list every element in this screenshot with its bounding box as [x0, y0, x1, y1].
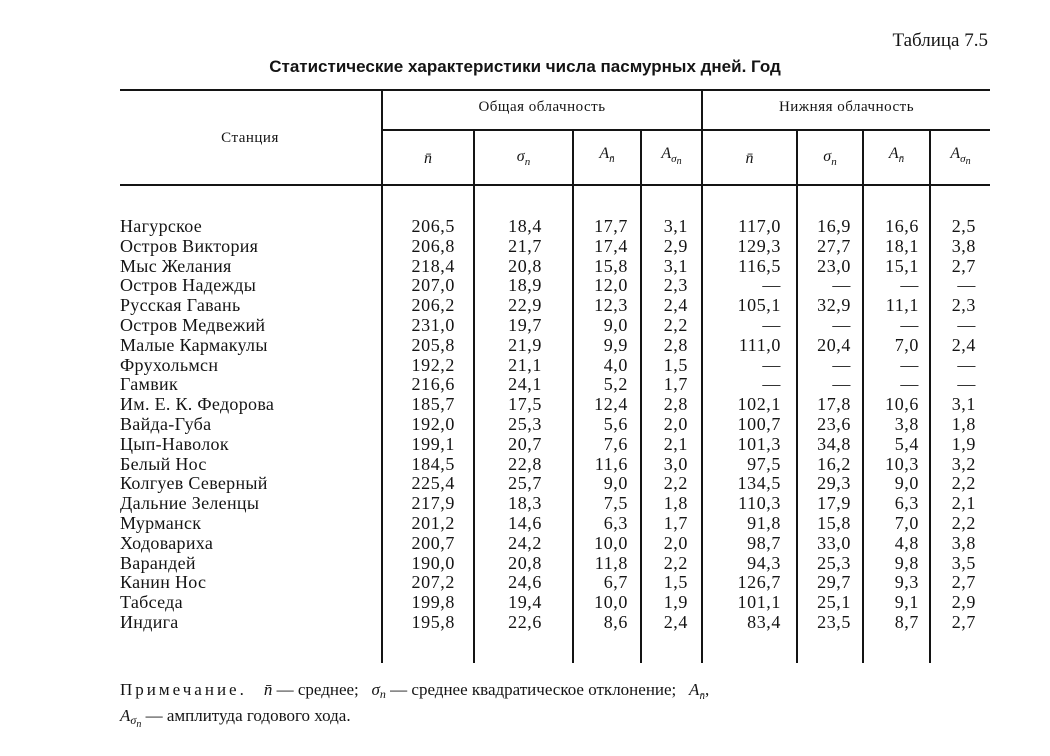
table-cell: 216,6 — [411, 374, 455, 395]
table-cell: 129,3 — [737, 235, 781, 256]
note-amplitude-sigma-subscript: σ — [130, 713, 137, 727]
table-cell: 22,8 — [508, 453, 542, 474]
table-cell: — — [762, 314, 781, 335]
table-cell: 206,8 — [411, 235, 455, 256]
table-cell: 24,1 — [508, 374, 542, 395]
table-cell: 34,8 — [817, 433, 851, 454]
table-cell: 2,7 — [951, 611, 976, 632]
table-cell: 1,7 — [663, 374, 688, 395]
table-cell: 231,0 — [411, 314, 455, 335]
table-cell: 27,7 — [817, 235, 851, 256]
station-name: Нагурское — [120, 216, 203, 236]
header-mean-symbol: n̄ — [424, 150, 432, 167]
station-name: Гамвик — [120, 374, 179, 395]
table-cell: — — [957, 275, 976, 296]
table-cell: 17,5 — [508, 394, 542, 415]
table-cell: 3,8 — [894, 413, 919, 434]
table-cell: 29,3 — [817, 473, 851, 494]
table-cell: 185,7 — [411, 394, 455, 415]
table-cell: 110,3 — [738, 493, 781, 514]
table-cell: 22,9 — [508, 295, 542, 316]
table-cell: 206,5 — [411, 216, 455, 236]
table-cell: 23,0 — [817, 255, 851, 276]
table-cell: — — [762, 374, 781, 395]
table-cell: 111,0 — [738, 334, 781, 355]
note-amplitude-sigma-subsubscript: n — [136, 719, 142, 730]
station-name: Мыс Желания — [120, 255, 232, 276]
low-amplitude-sigma-column — [931, 217, 976, 633]
station-name: Канин Нос — [120, 572, 207, 593]
table-cell: 25,1 — [817, 592, 851, 613]
top-rule — [120, 89, 990, 91]
table-cell: 10,0 — [594, 592, 628, 613]
table-cell: 207,2 — [411, 572, 455, 593]
table-cell: 5,2 — [603, 374, 628, 395]
table-cell: 1,5 — [663, 354, 688, 375]
table-cell: 190,0 — [411, 552, 455, 573]
table-cell: 83,4 — [747, 611, 781, 632]
note-sigma-subscript: n — [379, 687, 386, 701]
total-mean-column — [383, 217, 455, 633]
table-title: Статистические характеристики числа пасмурных дней. Год — [269, 57, 781, 76]
table-cell: 15,8 — [594, 255, 628, 276]
table-cell: 192,2 — [411, 354, 455, 375]
table-cell: 2,3 — [951, 295, 976, 316]
table-cell: 201,2 — [411, 512, 455, 533]
table-cell: 2,3 — [663, 275, 688, 296]
table-cell: 2,1 — [951, 493, 976, 514]
table-cell: 1,9 — [951, 433, 976, 454]
table-cell: 7,0 — [894, 334, 919, 355]
note-amplitude-text: — амплитуда годового хода. — [141, 706, 351, 725]
table-cell: 3,2 — [951, 453, 976, 474]
table-cell: 3,1 — [951, 394, 976, 415]
table-cell: 5,6 — [603, 413, 628, 434]
table-cell: 101,3 — [737, 433, 781, 454]
note-amplitude-symbol: A — [689, 680, 700, 699]
note-amplitude-sigma-symbol: A — [120, 706, 131, 725]
table-cell: 4,8 — [894, 532, 919, 553]
total-sigma-column — [475, 217, 542, 633]
table-cell: 9,0 — [603, 473, 628, 494]
station-name: Фрухольмсн — [120, 354, 219, 375]
table-cell: 2,8 — [663, 334, 688, 355]
table-cell: 200,7 — [411, 532, 455, 553]
station-name: Белый Нос — [120, 453, 207, 474]
table-cell: 32,9 — [817, 295, 851, 316]
table-cell: — — [900, 354, 919, 375]
table-cell: 225,4 — [411, 473, 455, 494]
table-cell: 5,4 — [894, 433, 919, 454]
table-cell: 2,2 — [951, 512, 976, 533]
table-cell: 17,8 — [817, 394, 851, 415]
table-cell: 117,0 — [738, 216, 781, 236]
table-cell: 7,0 — [894, 512, 919, 533]
table-cell: 195,8 — [411, 611, 455, 632]
table-cell: 29,7 — [817, 572, 851, 593]
note-sigma-symbol: σ — [371, 680, 380, 699]
table-cell: 102,1 — [737, 394, 781, 415]
note-sigma-text: — среднее квадратическое отклонение; — [385, 680, 677, 699]
table-cell: 4,0 — [603, 354, 628, 375]
table-cell: 24,2 — [508, 532, 542, 553]
header-amplitude-symbol: $A_{n̄}$ — [888, 145, 905, 165]
table-cell: 192,0 — [411, 413, 455, 434]
table-cell: 23,6 — [817, 413, 851, 434]
table-cell: 25,3 — [508, 413, 542, 434]
header-amplitude-sigma-symbol: $A_{\sigma n}$ — [661, 145, 682, 167]
table-cell: 2,5 — [951, 216, 976, 236]
table-cell: 6,3 — [603, 512, 628, 533]
total-amplitude-column — [574, 217, 628, 633]
table-cell: 8,7 — [894, 611, 919, 632]
table-cell: 2,2 — [663, 473, 688, 494]
station-name: Малые Кармакулы — [120, 334, 268, 355]
station-name: Мурманск — [120, 512, 202, 533]
low-amplitude-column — [864, 217, 919, 633]
header-amplitude-symbol: $A_{n̄}$ — [599, 145, 615, 165]
table-cell: 2,7 — [951, 572, 976, 593]
station-name: Остров Виктория — [120, 235, 259, 256]
table-cell: 20,8 — [508, 552, 542, 573]
table-cell: 10,0 — [594, 532, 628, 553]
table-cell: 184,5 — [411, 453, 455, 474]
table-cell: 1,9 — [663, 592, 688, 613]
table-cell: 23,5 — [817, 611, 851, 632]
table-cell: 9,8 — [894, 552, 919, 573]
header-mean-symbol: n̄ — [745, 150, 754, 167]
note-mean-text: — среднее; — [272, 680, 359, 699]
table-cell: — — [957, 374, 976, 395]
table-cell: 20,7 — [508, 433, 542, 454]
table-cell: 17,7 — [594, 216, 628, 236]
table-cell: 9,1 — [894, 592, 919, 613]
station-name: Индига — [120, 611, 179, 632]
table-cell: 2,0 — [663, 532, 688, 553]
table-cell: 17,9 — [817, 493, 851, 514]
table-cell: 15,1 — [885, 255, 919, 276]
table-cell: 1,7 — [663, 512, 688, 533]
table-cell: 3,1 — [663, 255, 688, 276]
table-cell: 116,5 — [738, 255, 781, 276]
table-cell: 98,7 — [747, 532, 781, 553]
table-cell: 20,8 — [508, 255, 542, 276]
table-cell: 2,9 — [663, 235, 688, 256]
table-cell: 21,7 — [508, 235, 542, 256]
header-sigma-symbol: $\sigma_n$ — [823, 148, 837, 168]
station-name: Цып-Наволок — [120, 433, 229, 454]
table-number: Таблица 7.5 — [892, 30, 988, 51]
table-cell: 3,8 — [951, 235, 976, 256]
table-cell: 1,8 — [663, 493, 688, 514]
table-cell: 18,4 — [508, 216, 542, 236]
low-sigma-column — [798, 217, 851, 633]
station-column — [120, 217, 274, 633]
table-cell: 2,7 — [951, 255, 976, 276]
total-amplitude-sigma-column — [642, 217, 688, 633]
table-cell: — — [900, 275, 919, 296]
table-cell: 199,8 — [411, 592, 455, 613]
table-cell: 217,9 — [411, 493, 455, 514]
header-total-cloudiness: Общая облачность — [478, 99, 606, 115]
table-cell: 15,8 — [817, 512, 851, 533]
table-cell: 9,3 — [894, 572, 919, 593]
table-cell: 100,7 — [737, 413, 781, 434]
table-cell: 2,9 — [951, 592, 976, 613]
table-cell: 18,9 — [508, 275, 542, 296]
table-cell: 16,6 — [885, 216, 919, 236]
table-cell: — — [832, 354, 851, 375]
station-name: Колгуев Северный — [120, 473, 268, 494]
table-cell: 2,8 — [663, 394, 688, 415]
table-cell: 11,1 — [885, 295, 919, 316]
table-cell: — — [762, 354, 781, 375]
header-station: Станция — [221, 130, 279, 146]
table-cell: 11,8 — [594, 552, 628, 573]
station-name: Русская Гавань — [120, 295, 241, 316]
table-cell: — — [832, 374, 851, 395]
table-cell: 94,3 — [747, 552, 781, 573]
table-cell: 126,7 — [737, 572, 781, 593]
table-cell: 1,5 — [663, 572, 688, 593]
note-label: Примечание. — [120, 680, 247, 699]
table-cell: 3,8 — [951, 532, 976, 553]
table-cell: 2,2 — [663, 314, 688, 335]
table-cell: 18,1 — [885, 235, 919, 256]
table-cell: 14,6 — [508, 512, 542, 533]
header-sigma-symbol: $\sigma_n$ — [516, 148, 531, 168]
table-cell: — — [832, 314, 851, 335]
table-cell: 3,5 — [951, 552, 976, 573]
table-cell: — — [900, 374, 919, 395]
table-cell: 18,3 — [508, 493, 542, 514]
table-cell: 2,2 — [663, 552, 688, 573]
table-cell: 6,7 — [603, 572, 628, 593]
table-cell: 9,0 — [894, 473, 919, 494]
table-cell: 2,0 — [663, 413, 688, 434]
table-note — [120, 680, 980, 735]
table-cell: 24,6 — [508, 572, 542, 593]
table-cell: 7,6 — [603, 433, 628, 454]
table-cell: 25,7 — [508, 473, 542, 494]
table-cell: 19,7 — [508, 314, 542, 335]
table-cell: 12,4 — [594, 394, 628, 415]
station-name: Дальние Зеленцы — [120, 493, 260, 514]
table-cell: 17,4 — [594, 235, 628, 256]
header-bottom-rule — [120, 184, 990, 186]
table-cell: 12,0 — [594, 275, 628, 296]
table-cell: 6,3 — [894, 493, 919, 514]
station-name: Остров Надежды — [120, 275, 257, 296]
table-cell: 8,6 — [603, 611, 628, 632]
table-cell: 3,0 — [663, 453, 688, 474]
low-mean-column — [703, 217, 781, 633]
table-cell: 2,4 — [663, 611, 688, 632]
table-cell: — — [900, 314, 919, 335]
table-cell: 9,9 — [603, 334, 628, 355]
table-cell: 206,2 — [411, 295, 455, 316]
table-cell: 25,3 — [817, 552, 851, 573]
table-cell: 2,2 — [951, 473, 976, 494]
table-cell: 205,8 — [411, 334, 455, 355]
table-cell: 12,3 — [594, 295, 628, 316]
table-cell: 16,2 — [817, 453, 851, 474]
table-cell: 22,6 — [508, 611, 542, 632]
table-cell: 9,0 — [603, 314, 628, 335]
table-cell: 16,9 — [817, 216, 851, 236]
table-cell: 10,3 — [885, 453, 919, 474]
table-cell: — — [957, 354, 976, 375]
table-cell: 20,4 — [817, 334, 851, 355]
table-cell: 19,4 — [508, 592, 542, 613]
header-low-cloudiness: Нижняя облачность — [778, 99, 915, 115]
note-separator: , — [704, 680, 710, 699]
table-cell: 3,1 — [663, 216, 688, 236]
table-cell: 1,8 — [951, 413, 976, 434]
table-cell: 11,6 — [594, 453, 628, 474]
table-cell: 2,4 — [951, 334, 976, 355]
note-mean-symbol: n̄ — [263, 680, 273, 699]
table-cell: — — [957, 314, 976, 335]
table-cell: 218,4 — [411, 255, 455, 276]
table-cell: 21,1 — [508, 354, 542, 375]
table-cell: 134,5 — [737, 473, 781, 494]
table-cell: 199,1 — [411, 433, 455, 454]
station-name: Варандей — [120, 552, 196, 573]
station-name: Ходовариха — [120, 532, 214, 553]
table-cell: 2,1 — [663, 433, 688, 454]
table-cell: 2,4 — [663, 295, 688, 316]
header-amplitude-sigma-symbol: $A_{\sigma n}$ — [950, 145, 971, 167]
table-cell: 7,5 — [603, 493, 628, 514]
station-name: Вайда-Губа — [120, 413, 212, 434]
table-cell: 97,5 — [747, 453, 781, 474]
table-cell: 105,1 — [737, 295, 781, 316]
table-cell: 21,9 — [508, 334, 542, 355]
note-amplitude-subscript: n̄ — [699, 690, 705, 702]
table-cell: 91,8 — [747, 512, 781, 533]
table-cell: 33,0 — [817, 532, 851, 553]
table-cell: 10,6 — [885, 394, 919, 415]
table-cell: 207,0 — [411, 275, 455, 296]
table-cell: 101,1 — [737, 592, 781, 613]
station-name: Остров Медвежий — [120, 314, 266, 335]
table-cell: — — [762, 275, 781, 296]
table-cell: — — [832, 275, 851, 296]
station-name: Табседа — [120, 592, 183, 613]
station-name: Им. Е. К. Федорова — [120, 394, 275, 415]
